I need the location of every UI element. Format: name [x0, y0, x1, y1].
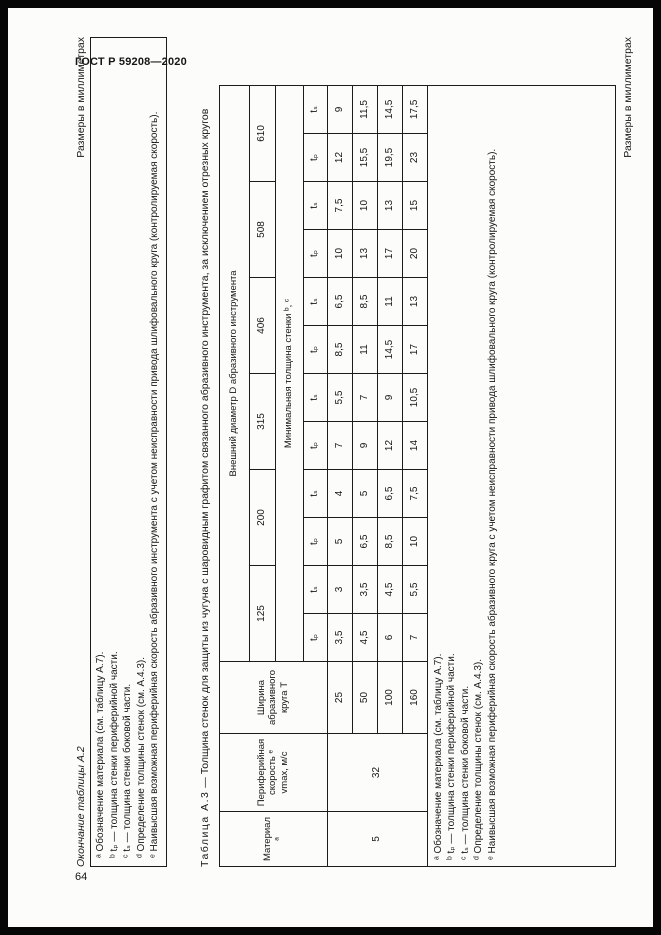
cell-thickness-value: 15 — [402, 182, 427, 230]
cell-thickness-value: 8,5 — [327, 326, 352, 374]
cell-thickness-value: 7 — [327, 422, 352, 470]
cell-thickness-value: 13 — [402, 278, 427, 326]
cell-speed-value: 32 — [327, 734, 427, 812]
header-diameter: 200 — [249, 470, 275, 566]
table-a2-footnote: ᵉ Наивысшая возможная периферийная скорость абразивного инструмента с учетом неисправности привода шлифовального круга (контролируемая скорость). — [149, 111, 160, 858]
table-a3-caption — [199, 37, 211, 867]
cell-thickness-value: 8,5 — [377, 518, 402, 566]
cell-thickness-value: 8,5 — [352, 278, 377, 326]
cell-thickness-value: 10,5 — [402, 374, 427, 422]
header-ts: tₛ — [303, 566, 327, 614]
header-speed — [219, 734, 327, 812]
cell-thickness-value: 12 — [327, 134, 352, 182]
cell-thickness-value: 7 — [402, 614, 427, 662]
header-tp: tₚ — [303, 326, 327, 374]
table-a3-footnote: ᶜ tₛ — толщина стенки боковой части. — [459, 685, 471, 860]
header-tp: tₚ — [303, 518, 327, 566]
cell-thickness-value: 3,5 — [327, 614, 352, 662]
header-ts: tₛ — [303, 182, 327, 230]
header-tp: tₚ — [303, 422, 327, 470]
header-ts: tₛ — [303, 374, 327, 422]
cell-thickness-value: 13 — [377, 182, 402, 230]
header-tp: tₚ — [303, 134, 327, 182]
cell-thickness-value: 15,5 — [352, 134, 377, 182]
dimensions-note-a3: Размеры в миллиметрах — [621, 37, 634, 158]
header-ts: tₛ — [303, 470, 327, 518]
cell-thickness-value: 5,5 — [402, 566, 427, 614]
header-diameter: 315 — [249, 374, 275, 470]
table-a3-header — [219, 85, 327, 866]
table-a3-footnote-row — [427, 85, 615, 866]
cell-width-value: 160 — [402, 662, 427, 734]
table-a2-end-label: Окончание таблицы А.2 — [75, 746, 87, 867]
table-a2-footnote: ᵇ tₚ — толщина стенки периферийной части. — [108, 651, 120, 858]
table-a2-footnotes-block — [90, 37, 167, 867]
cell-thickness-value: 14,5 — [377, 326, 402, 374]
cell-width-value: 25 — [327, 662, 352, 734]
page-number: 64 — [75, 871, 88, 883]
cell-thickness-value: 17 — [377, 230, 402, 278]
cell-thickness-value: 11 — [352, 326, 377, 374]
document-header: ГОСТ Р 59208—2020 — [75, 56, 187, 68]
header-diameter: 508 — [249, 182, 275, 278]
table-a3-data — [327, 85, 427, 866]
cell-thickness-value: 6,5 — [377, 470, 402, 518]
cell-thickness-value: 10 — [327, 230, 352, 278]
header-material: Материал ᵃ — [219, 812, 327, 867]
cell-width-value: 50 — [352, 662, 377, 734]
header-tp: tₚ — [303, 614, 327, 662]
cell-thickness-value: 17,5 — [402, 85, 427, 133]
table-a3-footnote-cell — [427, 85, 615, 866]
cell-thickness-value: 13 — [352, 230, 377, 278]
dimensions-note-a2: Размеры в миллиметрах — [75, 37, 87, 158]
cell-thickness-value: 3 — [327, 566, 352, 614]
header-min-wall: Минимальная толщина стенки ᵇ, ᶜ — [275, 85, 303, 661]
cell-thickness-value: 6 — [377, 614, 402, 662]
table-a3-grid — [219, 85, 616, 867]
rotated-content-area — [75, 37, 655, 867]
table-a2-footnote: ᶜ tₛ — толщина стенки боковой части. — [122, 683, 133, 858]
cell-thickness-value: 23 — [402, 134, 427, 182]
cell-thickness-value: 5,5 — [327, 374, 352, 422]
header-tp: tₚ — [303, 230, 327, 278]
table-a3-footnote: ᵃ Обозначение материала (см. таблицу А.7). — [432, 653, 444, 860]
table-a2-footnote: ᵈ Определение толщины стенок (см. А.4.3). — [135, 657, 147, 858]
table-a3-footnote: ᵉ Наивысшая возможная периферийная скорость абразивного круга с учетом неисправности привода шлифовального круга (контролируемая скорость). — [486, 148, 498, 860]
cell-thickness-value: 9 — [377, 374, 402, 422]
cell-thickness-value: 11 — [377, 278, 402, 326]
cell-thickness-value: 6,5 — [327, 278, 352, 326]
cell-thickness-value: 14 — [402, 422, 427, 470]
table-a3-footnotes — [427, 85, 615, 866]
cell-thickness-value: 17 — [402, 326, 427, 374]
cell-thickness-value: 7,5 — [402, 470, 427, 518]
table-a3-footnotes-block — [432, 92, 500, 860]
cell-thickness-value: 20 — [402, 230, 427, 278]
table-a3-caption-text: — Толщина стенок для защиты из чугуна с шаровидным графитом связанного абразивного инструмента, за исключением отрезных кругов — [198, 108, 211, 791]
header-diameter: 406 — [249, 278, 275, 374]
document-page — [8, 8, 653, 927]
cell-thickness-value: 10 — [352, 182, 377, 230]
cell-thickness-value: 7,5 — [327, 182, 352, 230]
header-diameter: 610 — [249, 85, 275, 181]
header-speed-symbol: vmax, м/с — [278, 751, 290, 794]
header-outer-diameter: Внешний диаметр D абразивного инструмента — [219, 85, 249, 661]
table-a3-footnote: ᵇ tₚ — толщина стенки периферийной части. — [446, 653, 457, 860]
cell-thickness-value: 14,5 — [377, 85, 402, 133]
cell-material-value: 5 — [327, 812, 427, 867]
table-row — [327, 85, 352, 866]
table-a3-header-row-1 — [219, 85, 249, 866]
cell-thickness-value: 4 — [327, 470, 352, 518]
cell-thickness-value: 3,5 — [352, 566, 377, 614]
table-a3-caption-number: Таблица А.3 — [198, 790, 211, 867]
cell-thickness-value: 11,5 — [352, 85, 377, 133]
cell-thickness-value: 9 — [352, 422, 377, 470]
cell-thickness-value: 10 — [402, 518, 427, 566]
table-a3-footnote: ᵈ Определение толщины стенок (см. А.4.3). — [473, 659, 484, 860]
table-a2-end-line — [75, 37, 87, 867]
cell-width-value: 100 — [377, 662, 402, 734]
cell-thickness-value: 9 — [327, 85, 352, 133]
table-a2-footnote: ᵃ Обозначение материала (см. таблицу А.7). — [95, 651, 106, 858]
cell-thickness-value: 19,5 — [377, 134, 402, 182]
cell-thickness-value: 12 — [377, 422, 402, 470]
cell-thickness-value: 4,5 — [377, 566, 402, 614]
header-ts: tₛ — [303, 85, 327, 133]
landscape-content — [75, 37, 653, 867]
cell-thickness-value: 4,5 — [352, 614, 377, 662]
cell-thickness-value: 7 — [352, 374, 377, 422]
header-width: Ширина абразивного круга Т — [219, 662, 327, 734]
cell-thickness-value: 6,5 — [352, 518, 377, 566]
header-speed-label: Периферийная скорость ᵉ — [255, 738, 279, 807]
cell-thickness-value: 5 — [327, 518, 352, 566]
header-ts: tₛ — [303, 278, 327, 326]
header-diameter: 125 — [249, 566, 275, 662]
cell-thickness-value: 5 — [352, 470, 377, 518]
